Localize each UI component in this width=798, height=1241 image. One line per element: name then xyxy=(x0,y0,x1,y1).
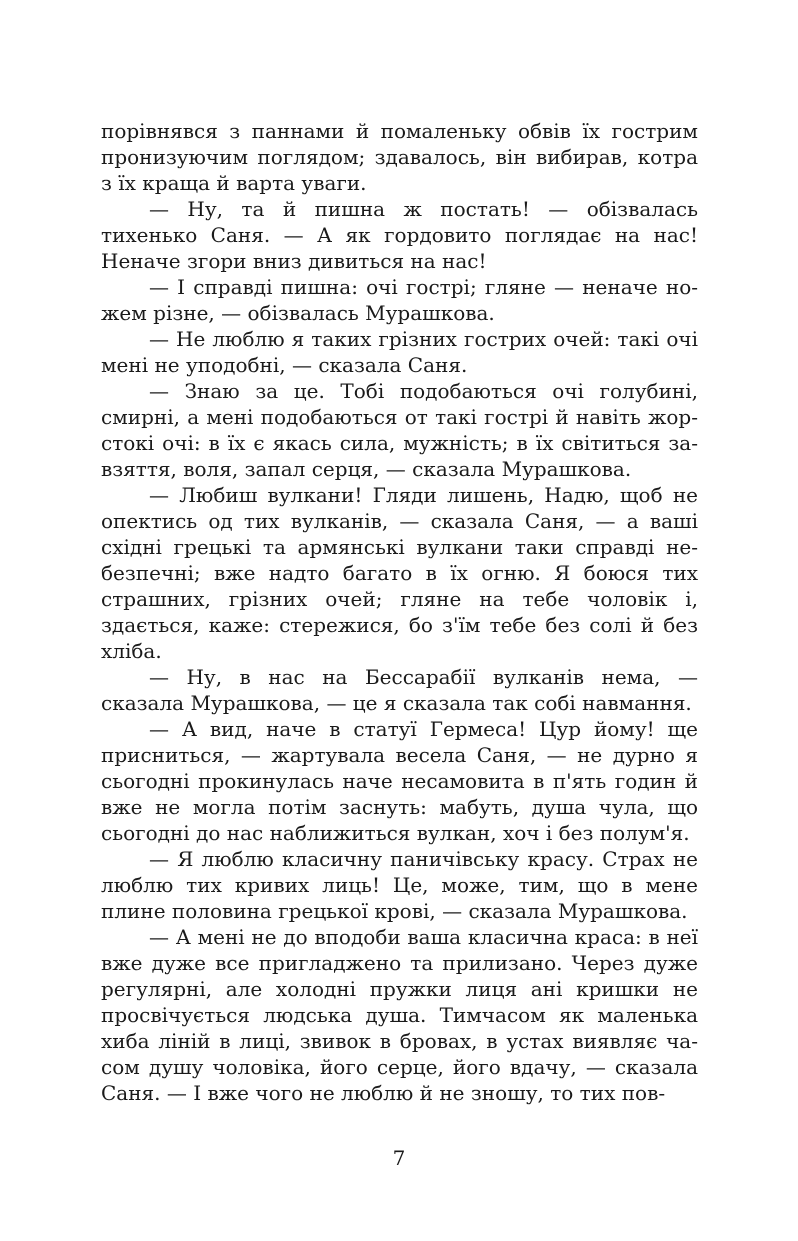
paragraph-dialogue: — Ну, в нас на Бессарабії вулканів нема, — сказала Мурашкова, — це я сказала так собі навмання. xyxy=(101,665,698,715)
paragraph-dialogue: — Любиш вулкани! Гляди лишень, Надю, щоб не опектись од тих вулканів, — сказала Саня, — а ваші східні грецькі та армянські вулкани таки справді небезпечні; вже надто багато в їх огню. Я боюся тих страшних, грізних очей; гляне на тебе чоловік і, здається, каже: стережися, бо з'їм тебе без солі й без хліба. xyxy=(101,483,698,663)
paragraph-dialogue: — Знаю за це. Тобі подобаються очі голубині, смирні, а мені подобаються от такі гострі й навіть жорстокі очі: в їх є якась сила, мужність; в їх світиться завзяття, воля, запал серця, — сказала Мурашкова. xyxy=(101,379,698,481)
paragraph-continuation: порівнявся з паннами й помаленьку обвів їх гострим пронизуючим поглядом; здавалось, він вибирав, котра з їх краща й варта уваги. xyxy=(101,119,698,195)
paragraph-dialogue: — І справді пишна: очі гострі; гляне — неначе ножем різне, — обізвалась Мурашкова. xyxy=(101,275,698,325)
book-page-text xyxy=(101,118,698,1106)
paragraph-dialogue: — Я люблю класичну паничівську красу. Страх не люблю тих кривих лиць! Це, може, тим, що в мене плине половина грецької крові, — сказала Мурашкова. xyxy=(101,847,698,923)
paragraph-dialogue: — Ну, та й пишна ж постать! — обізвалась тихенько Саня. — А як гордовито поглядає на нас! Неначе згори вниз дивиться на нас! xyxy=(101,197,698,273)
paragraph-dialogue: — А вид, наче в статуї Гермеса! Цур йому! ще присниться, — жартувала весела Саня, — не дурно я сьогодні прокинулась наче несамовита в п'ять годин й вже не могла потім заснуть: мабуть, душа чула, що сьогодні до нас наближиться вулкан, хоч і без полум'я. xyxy=(101,717,698,845)
paragraph-dialogue: — А мені не до вподоби ваша класична краса: в неї вже дуже все пригладжено та прилизано. Через дуже регулярні, але холодні пружки лиця ані кришки не просвічується людська душа. Тимчасом як маленька хиба ліній в лиці, звивок в бровах, в устах виявляє часом душу чоловіка, його серце, його вдачу, — сказала Саня. — І вже чого не люблю й не зношу, то тих пов- xyxy=(101,925,698,1105)
paragraph-dialogue: — Не люблю я таких грізних гострих очей: такі очі мені не уподобні, — сказала Саня. xyxy=(101,327,698,377)
page-number: 7 xyxy=(392,1146,406,1170)
